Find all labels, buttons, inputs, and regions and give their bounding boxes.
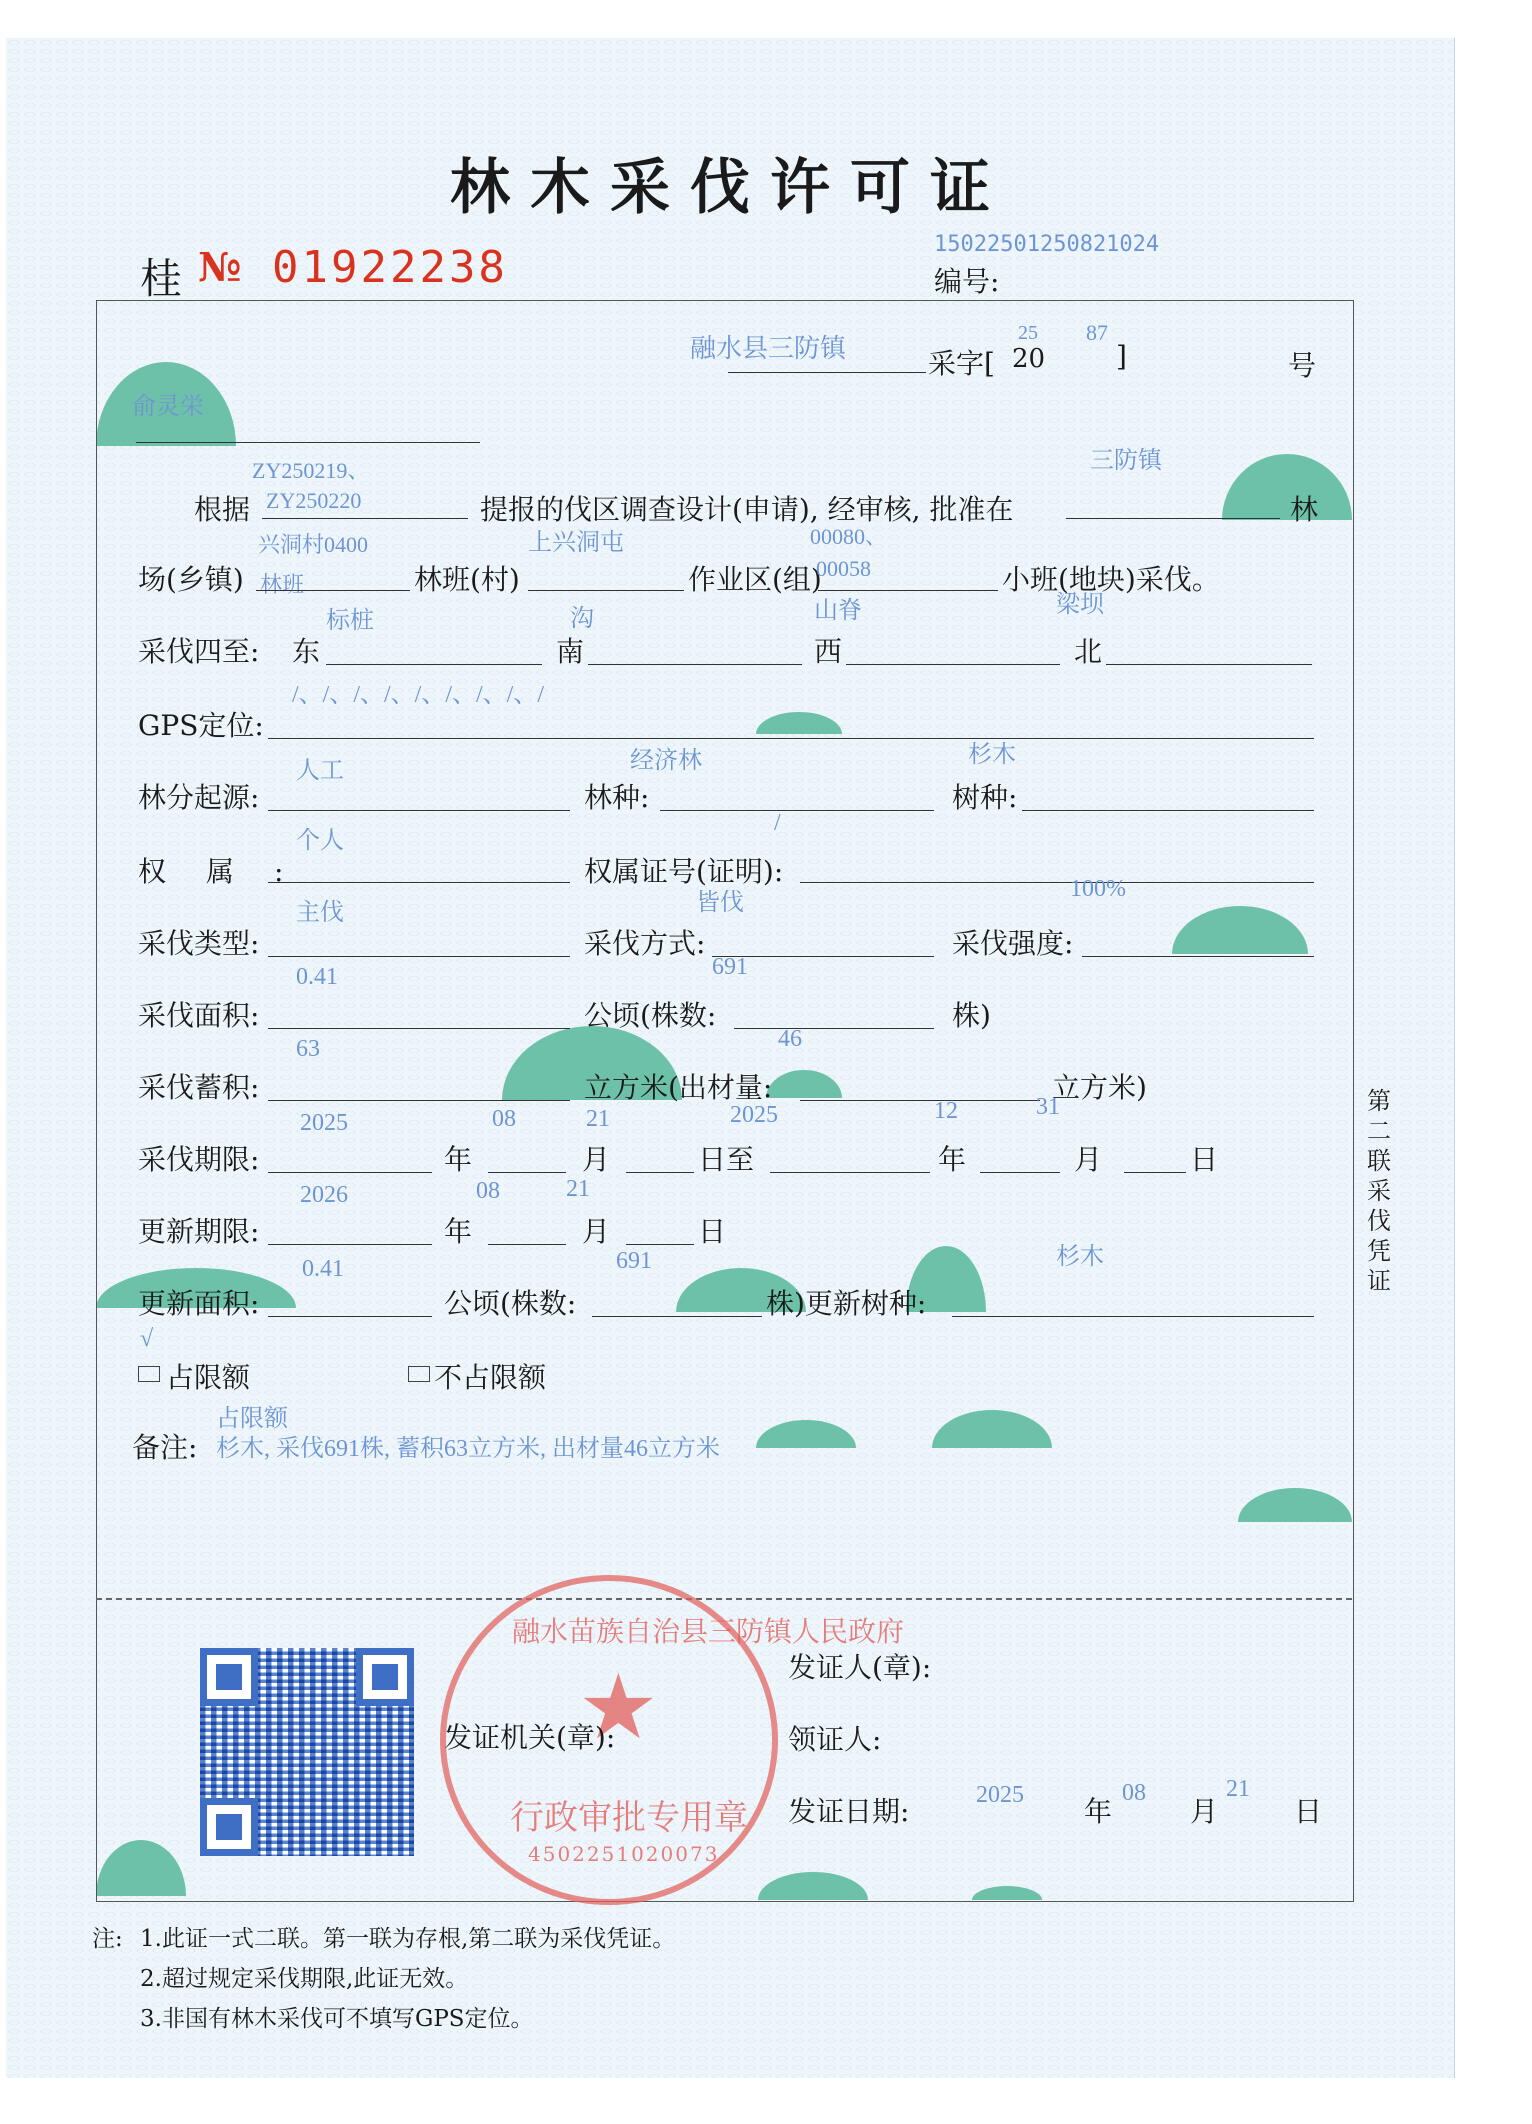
place-line <box>1066 518 1280 519</box>
area-count-line <box>734 1028 934 1029</box>
authority-label: 发证机关(章): <box>444 1721 616 1754</box>
type-label: 采伐类型: <box>138 927 260 960</box>
seal-star-icon: ★ <box>578 1655 659 1760</box>
renew-month: 08 <box>476 1178 500 1204</box>
gps-value: /、/、/、/、/、/、/、/、/ <box>292 682 545 708</box>
renew-species-value: 杉木 <box>1056 1244 1104 1270</box>
close-bracket: ] <box>1116 340 1127 373</box>
renew-count-line <box>592 1316 762 1317</box>
date-label: 发证日期: <box>788 1795 910 1828</box>
seal-top-text: 融水苗族自治县三防镇人民政府 <box>512 1615 905 1648</box>
year-prefix: 20 <box>1012 344 1046 374</box>
period-day1: 21 <box>586 1106 610 1132</box>
renew-day: 21 <box>566 1176 590 1202</box>
volume-line <box>268 1100 570 1101</box>
period-day2-line <box>1124 1172 1186 1173</box>
period-nian2: 年 <box>938 1143 967 1176</box>
area-unit: 公顷(株数: <box>584 999 717 1032</box>
renew-ri: 日 <box>698 1215 727 1248</box>
shuzhong-label: 树种: <box>952 781 1018 814</box>
volume-unit: 立方米(出材量: <box>584 1071 773 1104</box>
issue-ri: 日 <box>1294 1795 1323 1828</box>
issuer-label: 发证人(章): <box>788 1651 932 1684</box>
receiver-label: 领证人: <box>788 1723 882 1756</box>
quota-checkbox[interactable] <box>138 1366 160 1382</box>
south-value: 沟 <box>570 606 594 632</box>
type-line <box>268 956 570 957</box>
qr-code[interactable] <box>200 1648 414 1856</box>
period-month2-line <box>980 1172 1060 1173</box>
renew-period-label: 更新期限: <box>138 1215 260 1248</box>
no-quota-checkbox[interactable] <box>408 1366 430 1382</box>
ownership-value: 个人 <box>296 828 344 854</box>
basis-text: 提报的伐区调查设计(申请), 经审核, 批准在 <box>480 493 1014 526</box>
issue-nian: 年 <box>1084 1795 1113 1828</box>
province-prefix: 桂 <box>140 254 183 303</box>
strength-label: 采伐强度: <box>952 927 1074 960</box>
document-title: 林木采伐许可证 <box>450 153 1010 223</box>
period-nian1: 年 <box>444 1143 473 1176</box>
renew-species-line <box>952 1316 1314 1317</box>
east-value: 标桩 <box>326 608 374 634</box>
hao-label: 号 <box>1288 349 1317 382</box>
south-line <box>588 664 802 665</box>
chang-label: 场(乡镇) <box>138 563 244 596</box>
area-count-value: 691 <box>712 954 748 980</box>
south-label: 南 <box>556 635 585 668</box>
area-line <box>268 1028 570 1029</box>
chang-value-2: 林班 <box>260 572 305 597</box>
period-label: 采伐期限: <box>138 1143 260 1176</box>
linzhong-line <box>660 810 934 811</box>
period-day1-line <box>626 1172 694 1173</box>
period-yue1: 月 <box>582 1143 611 1176</box>
west-line <box>846 664 1060 665</box>
period-ri: 日 <box>1190 1143 1219 1176</box>
way-value: 皆伐 <box>696 890 744 916</box>
quota-option-1: 占限额 <box>166 1361 251 1394</box>
period-yue2: 月 <box>1074 1143 1103 1176</box>
ownership-label: 权属: <box>138 855 324 888</box>
origin-line <box>268 810 570 811</box>
issue-day: 21 <box>1226 1776 1250 1802</box>
ownership-line <box>268 882 570 883</box>
period-year2-line <box>770 1172 930 1173</box>
issue-year: 2025 <box>976 1782 1024 1808</box>
linzhong-value: 经济林 <box>630 748 702 774</box>
gps-label: GPS定位: <box>138 709 264 742</box>
period-day2: 31 <box>1036 1094 1060 1120</box>
way-label: 采伐方式: <box>584 927 706 960</box>
linban-label: 林班(村) <box>414 563 520 596</box>
renew-month-line <box>488 1244 566 1245</box>
cert-line <box>800 882 1314 883</box>
serial-number: 01922238 <box>272 242 508 293</box>
seal-number: 4502251020073 <box>528 1842 720 1866</box>
renew-count-value: 691 <box>616 1248 652 1274</box>
area-label: 采伐面积: <box>138 999 260 1032</box>
north-label: 北 <box>1074 635 1103 668</box>
bianhao-label: 编号: <box>934 265 1000 298</box>
renew-yue: 月 <box>582 1215 611 1248</box>
period-month2: 12 <box>934 1098 958 1124</box>
qr-finder <box>200 1798 258 1856</box>
renew-year-line <box>268 1244 432 1245</box>
renew-area-line <box>268 1316 432 1317</box>
recipient-line <box>136 442 480 443</box>
quota-check: √ <box>140 1326 154 1352</box>
remarks-value-1: 占限额 <box>216 1406 288 1432</box>
renew-area-label: 更新面积: <box>138 1287 260 1320</box>
north-line <box>1106 664 1312 665</box>
note-2: 2.超过规定采伐期限,此证无效。 <box>140 1966 469 1992</box>
place-value: 三防镇 <box>1090 448 1162 474</box>
west-value: 山脊 <box>814 598 862 624</box>
strength-value: 100% <box>1070 876 1126 902</box>
quota-option-2: 不占限额 <box>434 1361 547 1394</box>
period-year1: 2025 <box>300 1110 348 1136</box>
boundaries-label: 采伐四至: <box>138 635 260 668</box>
issue-yue: 月 <box>1190 1795 1219 1828</box>
volume-label: 采伐蓄积: <box>138 1071 260 1104</box>
note-1: 1.此证一式二联。第一联为存根,第二联为采伐凭证。 <box>140 1926 676 1952</box>
renew-nian: 年 <box>444 1215 473 1248</box>
doc-value-2: ZY250220 <box>266 488 362 513</box>
out-value: 46 <box>778 1026 802 1052</box>
chang-value-1: 兴洞村0400 <box>258 532 369 557</box>
county-value: 融水县三防镇 <box>690 334 847 363</box>
renew-day-line <box>626 1244 694 1245</box>
chang-line <box>256 590 410 591</box>
west-label: 西 <box>814 635 843 668</box>
out-line <box>800 1100 1040 1101</box>
recipient-value: 俞灵栄 <box>132 394 204 420</box>
renew-area-unit: 公顷(株数: <box>444 1287 577 1320</box>
renew-zhu-species: 株)更新树种: <box>766 1287 927 1320</box>
north-value: 梁坝 <box>1056 592 1104 618</box>
county-line <box>728 372 926 373</box>
period-month1-line <box>488 1172 566 1173</box>
shuzhong-value: 杉木 <box>968 742 1016 768</box>
year-value: 25 <box>1018 322 1038 344</box>
zuoye-value-2: 00058 <box>816 556 871 581</box>
area-zhu: 株) <box>952 999 991 1032</box>
strength-line <box>1082 956 1314 957</box>
renew-area-value: 0.41 <box>302 1256 344 1282</box>
period-month1: 08 <box>492 1106 516 1132</box>
serial-mark: № <box>198 244 242 291</box>
issue-month: 08 <box>1122 1780 1146 1806</box>
caizi-label: 采字[ <box>928 347 995 380</box>
remarks-label: 备注: <box>132 1431 198 1464</box>
remarks-value-2: 杉木, 采伐691株, 蓄积63立方米, 出材量46立方米 <box>216 1436 720 1462</box>
linban-line <box>528 590 684 591</box>
permit-number-value: 87 <box>1086 320 1108 345</box>
qr-finder <box>356 1648 414 1706</box>
qr-finder <box>200 1648 258 1706</box>
east-label: 东 <box>292 635 321 668</box>
doc-value-1: ZY250219、 <box>252 458 370 483</box>
genju-label: 根据 <box>194 493 251 526</box>
lin-label: 林 <box>1290 493 1319 526</box>
origin-label: 林分起源: <box>138 781 260 814</box>
linban-value: 上兴洞屯 <box>528 530 624 556</box>
seal-bottom-text: 行政审批专用章 <box>510 1798 748 1838</box>
doc-line <box>262 518 468 519</box>
xiaoban-label: 小班(地块)采伐。 <box>1002 563 1220 596</box>
note-3: 3.非国有林木采伐可不填写GPS定位。 <box>140 2006 534 2032</box>
period-rizhi: 日至 <box>698 1143 755 1176</box>
perforation-line <box>96 1598 1352 1600</box>
volume-value: 63 <box>296 1036 320 1062</box>
notes-prefix: 注: <box>92 1926 123 1952</box>
period-year2: 2025 <box>730 1102 778 1128</box>
copy-side-label: 第二联 采伐凭证 <box>1367 1087 1391 1295</box>
cert-value: / <box>774 810 781 836</box>
period-year1-line <box>268 1172 432 1173</box>
area-value: 0.41 <box>296 964 338 990</box>
origin-value: 人工 <box>296 758 344 784</box>
gps-line <box>268 738 1314 739</box>
renew-year: 2026 <box>300 1182 348 1208</box>
linzhong-label: 林种: <box>584 781 650 814</box>
volume-unit2: 立方米) <box>1052 1071 1147 1104</box>
bianhao-value: 15022501250821024 <box>934 232 1160 257</box>
cert-label: 权属证号(证明): <box>584 855 784 888</box>
east-line <box>326 664 542 665</box>
shuzhong-line <box>1022 810 1314 811</box>
zuoye-label: 作业区(组) <box>688 563 822 596</box>
zuoye-value-1: 00080、 <box>810 524 888 549</box>
type-value: 主伐 <box>296 900 344 926</box>
